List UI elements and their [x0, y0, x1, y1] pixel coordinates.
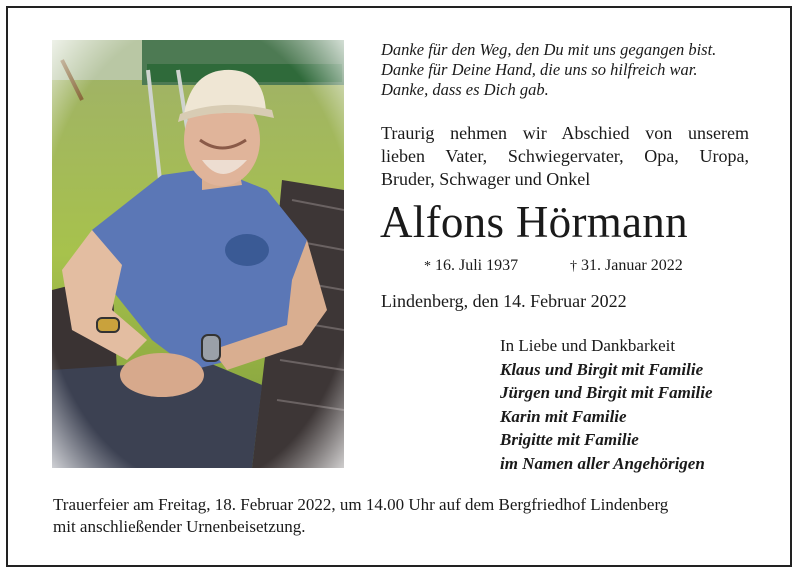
birth-date: 16. Juli 1937 — [435, 257, 519, 274]
poem — [381, 40, 716, 100]
poem-line: Danke für den Weg, den Du mit uns gegangen bist. — [381, 40, 717, 59]
life-dates — [424, 256, 683, 277]
birth-symbol: * — [424, 259, 431, 274]
death-symbol: † — [570, 259, 577, 274]
intro-line: Bruder, Schwager und Onkel — [381, 169, 591, 189]
poem-line: Danke, dass es Dich gab. — [381, 80, 549, 99]
mourner-family: Karin mit Familie — [500, 406, 627, 426]
intro-text — [381, 122, 749, 191]
intro-line: Traurig nehmen wir Abschied von unserem — [381, 123, 749, 143]
mourner-family: im Namen aller Angehörigen — [500, 453, 705, 473]
mourner-family: Klaus und Birgit mit Familie — [500, 359, 704, 379]
funeral-notice — [53, 494, 668, 538]
deceased-name: Alfons Hörmann — [380, 197, 688, 247]
birth-date-group — [424, 256, 570, 277]
intro-line: lieben Vater, Schwiegervater, Opa, Uropa, — [381, 146, 749, 166]
poem-line: Danke für Deine Hand, die uns so hilfreich war. — [381, 60, 698, 79]
funeral-line: mit anschließender Urnenbeisetzung. — [53, 517, 306, 536]
place-date: Lindenberg, den 14. Februar 2022 — [381, 291, 627, 311]
mourners-lead: In Liebe und Dankbarkeit — [500, 336, 676, 355]
mourner-family: Jürgen und Birgit mit Familie — [500, 383, 713, 402]
death-date-group — [570, 257, 683, 274]
funeral-line: Trauerfeier am Freitag, 18. Februar 2022, um 14.00 Uhr auf dem Bergfriedhof Lindenberg — [53, 495, 669, 514]
mourners-block — [500, 334, 713, 475]
mourner-family: Brigitte mit Familie — [500, 430, 639, 449]
portrait-photo — [52, 40, 344, 468]
death-date: 31. Januar 2022 — [581, 257, 683, 274]
